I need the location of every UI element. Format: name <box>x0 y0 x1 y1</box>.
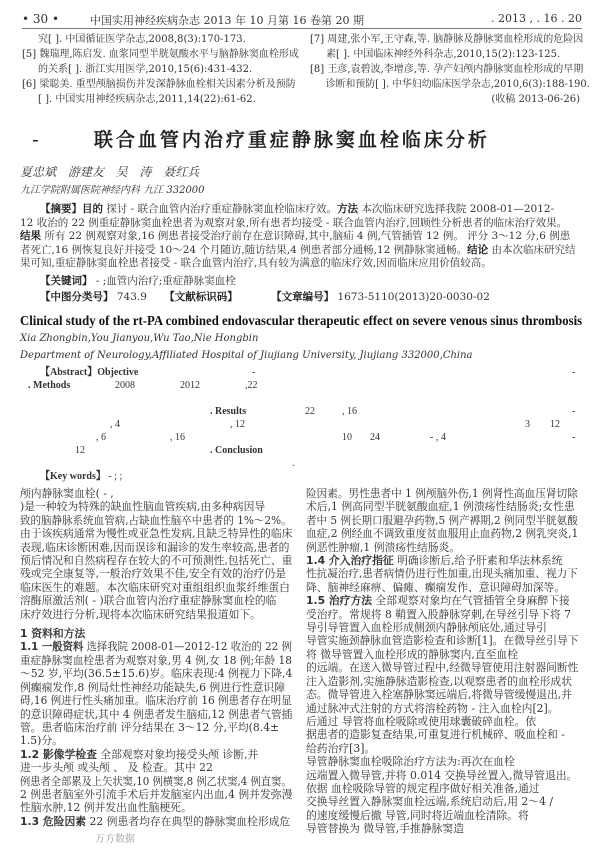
body-line <box>306 648 578 661</box>
body-text: 表现,临床诊断困难,因而误诊和漏诊的发生率较高,患者的 <box>20 540 290 554</box>
abstract-fragment: - , 4 <box>430 432 446 443</box>
body-line <box>20 500 292 513</box>
body-text: 例患者全部累及上矢状窦,10 例横窦,8 例乙状窦,4 例直窦。 <box>20 774 292 788</box>
reference-line: [ ]. 中国实用神经疾病杂志,2011,14(22):61-62. <box>38 94 256 105</box>
methods-label: . Methods <box>28 380 71 391</box>
body-text: )是一种较为特殊的缺血性脑血管疾病,由多种病因导 <box>20 500 266 514</box>
english-keywords-label: 【Key words】 <box>40 471 106 482</box>
abstract-text: 探讨 - 联合血管内治疗重症静脉窦血栓临床疗效。 <box>103 203 338 215</box>
body-text: 全部观察对象均接受头颅 诊断,并 <box>96 747 259 761</box>
body-line <box>306 715 578 728</box>
abstract-fragment: , 6 <box>96 432 106 443</box>
body-text: 险因素。男性患者中 1 例颅脑外伤,1 例肾性高血压肾切除 <box>306 487 578 500</box>
body-text: 性抗凝治疗,患者病情仍进行性加重,出现头痛加重、视力下 <box>306 567 578 581</box>
body-line <box>306 594 578 607</box>
received-date: (收稿 2013-06-26) <box>491 94 580 105</box>
classification-line <box>40 291 580 304</box>
body-line <box>306 755 578 768</box>
body-text: 颅内静脉窦血栓( - , <box>20 487 114 500</box>
abstract-fragment: 24 <box>370 432 380 443</box>
body-column-left <box>20 487 292 828</box>
body-text: 依据 血栓吸除导管的规定程序做好相关准备,通过 <box>306 781 540 795</box>
abstract-fragment: 10 <box>342 432 352 443</box>
reference-line: 素[ ]. 中国临床神经外科杂志,2010,15(2):123-125. <box>326 49 561 60</box>
body-text: 导管替换为 微导管,手推静脉窦造 <box>306 822 465 836</box>
body-line <box>20 487 292 500</box>
body-line <box>20 721 292 734</box>
body-line <box>306 822 578 835</box>
body-line <box>306 634 579 648</box>
abstract-fragment: 3 <box>525 419 530 430</box>
article-id-value: 1673-5110(2013)20-0030-02 <box>337 291 490 303</box>
body-text: 全部观察对象均在气管插管全身麻醉下接 <box>372 594 570 608</box>
body-text: 碍,16 例进行性头痛加重。临床治疗前 16 例患者存在明显 <box>20 694 292 708</box>
results-label: . Results <box>210 406 247 417</box>
abstract-fragment: - <box>252 367 256 378</box>
body-text: 术后,1 例高同型半胱氨酸血症,1 例溃疡性结肠炎;女性患 <box>306 500 575 514</box>
abstract-fragment: ,22 <box>245 380 258 391</box>
abstract-line <box>20 244 582 258</box>
body-line <box>20 627 292 640</box>
body-text: 后通过 导管将血栓吸除或使用球囊破碎血栓。依 <box>306 714 537 728</box>
body-text: 导引导管置入血栓形成侧颈内静脉颅底处,通过导引 <box>306 621 547 635</box>
body-text: 致的脑静脉系统血管病,占缺血性脑卒中患者的 1%～2%。 <box>20 513 292 527</box>
reference-line: [7] 周建,张小军,王守森,等. 脑静脉及静脉窦血栓形成的危险因 <box>310 34 584 45</box>
journal-issue-en: . 2013 , . 16 . 20 <box>491 12 582 25</box>
body-text: 导管实施颈静脉血管造影检查和诊断[1]。在微导丝引导下 <box>306 634 579 648</box>
abstract-line <box>20 257 582 271</box>
body-line <box>20 594 292 607</box>
body-line <box>20 815 292 828</box>
body-text: 导管静脉窦血栓吸除治疗方法为:再次在血栓 <box>306 755 515 769</box>
abstract-section-label: 结果 <box>20 230 41 242</box>
body-line <box>306 541 578 554</box>
running-header <box>22 10 582 29</box>
body-line <box>20 527 291 540</box>
clc-value: 743.9 <box>116 291 147 303</box>
body-line <box>20 681 292 694</box>
body-line <box>20 513 292 527</box>
reference-line: 究[ ]. 中国循证医学杂志,2008,8(3):170-173. <box>38 34 246 45</box>
abstract-text: 者死亡,16 例恢复良好并接受 10～24 个月随访,随访结果,4 例患者部分通畅,12 例静脉窦通畅。 <box>20 243 468 256</box>
abstract-fragment: , 16 <box>342 406 357 417</box>
english-abstract <box>20 366 580 483</box>
abstract-fragment: 2012 <box>180 380 200 391</box>
title-prefix: - <box>32 129 42 151</box>
body-line <box>306 527 579 541</box>
body-line <box>306 608 578 621</box>
body-text: 溶酶原激活剂( - )联合血管内治疗重症静脉窦血栓的临 <box>20 594 277 608</box>
abstract-text: 所有 22 例观察对象,16 例患者接受治疗前存在意识障碍,其中,脑疝 4 例,气管插管 12 例。 评分 3～12 分,6 例患 <box>41 230 571 242</box>
body-text: 管。患者临床治疗前 评分结果在 3～12 分,平均(8.4± <box>20 720 280 734</box>
abstract-fragment: 2008 <box>115 380 135 391</box>
body-line <box>306 782 578 795</box>
body-text: 受治疗。常规将 8 鞘置入股静脉穿刺,在导丝引导下将 7 <box>306 607 571 621</box>
body-line <box>20 748 292 761</box>
body-text: 明确诊断后,给予肝素和华法林系统 <box>393 554 563 568</box>
body-line <box>20 788 292 801</box>
abstract-text: 果可知,重症静脉窦血栓患者接受 - 联合血管内治疗,具有较为满意的临床疗效,因而临床应用价值较高。 <box>20 257 492 269</box>
body-line <box>20 554 291 567</box>
body-line <box>20 608 292 621</box>
body-text: 由于该疾病通常为慢性或亚急性发病,且缺乏特异性的临床 <box>20 527 293 541</box>
abstract-text: 由本次临床研究结 <box>488 243 576 256</box>
body-line <box>306 567 578 581</box>
body-text: 交换导丝置入静脉窦血栓远端,系统启动后,用 2～4 / <box>306 795 554 809</box>
english-keywords-value: - ; ; <box>108 471 123 482</box>
body-line <box>20 667 292 680</box>
body-line <box>306 702 578 715</box>
body-text: 血症,2 例经血不调致重度贫血服用止血药物,2 例乳突炎,1 <box>306 527 579 541</box>
body-text: 通过脉冲式注射的方式将溶栓药物 - 注入血栓内[2]。 <box>306 701 559 715</box>
abstract-fragment: . <box>292 458 295 469</box>
keywords-label: 【关键词】 <box>40 275 93 287</box>
body-line <box>20 653 292 667</box>
body-line <box>306 513 578 527</box>
body-line <box>20 774 292 788</box>
doc-code-label: 【文献标识码】 <box>164 291 238 303</box>
body-text: 性脑水肿,12 例并发出血性脑梗死。 <box>20 801 192 815</box>
references-left <box>22 32 304 107</box>
body-text: 态。微导管进入栓塞静脉窦远端后,将微导管缓慢退出,并 <box>306 688 572 702</box>
abstract-section-label: 目的 <box>82 203 103 215</box>
body-column-right <box>306 487 578 836</box>
body-text: 进一步头颅 或头颅 、 及 检查。其中 22 <box>20 761 213 775</box>
body-line <box>306 554 578 567</box>
body-text: 的速度缓慢后撤 导管,同时将近端血栓清除。将 <box>306 808 529 822</box>
body-line <box>306 795 578 808</box>
section-heading: 1.4 介入治疗指征 <box>306 554 394 568</box>
body-text: 重症静脉窦血栓患者为观察对象,男 4 例,女 18 例;年龄 18 <box>20 653 292 667</box>
abstract-fragment: 12 <box>75 445 85 456</box>
abstract-fragment: - <box>572 432 576 443</box>
body-line <box>20 761 292 774</box>
reference-line: [8] 王彦,袁碧波,李增彦,等. 孕产妇颅内静脉窦血栓形成的早期 <box>310 64 584 75</box>
section-heading: 1 资料和方法 <box>20 627 86 641</box>
abstract-label: 【摘要】 <box>40 203 82 215</box>
body-text: 的远端。在送入微导管过程中,经微导管使用注射器间断性 <box>306 661 579 675</box>
body-text: ～52 岁,平均(36.5±15.6)岁。临床表现:4 例视力下降,4 <box>20 667 293 681</box>
abstract-line <box>20 203 582 217</box>
body-text: 残或完全康复等,一般治疗效果不佳,安全有效的治疗仍是 <box>20 567 286 581</box>
body-text: 注入造影剂,实施静脉造影检查,以观察患者的血栓形成状 <box>306 674 572 688</box>
abstract-fragment: , 12 <box>230 419 245 430</box>
reference-line: [5] 魏瑞理,陈启发. 血浆同型半胱氨酸水平与脑静脉窦血栓形成 <box>22 49 299 60</box>
clc-label: 【中图分类号】 <box>40 291 114 303</box>
body-line <box>20 801 292 814</box>
reference-line: 诊断和预防[ ]. 中华妇幼临床医学杂志,2010,6(3):188-190. <box>325 79 590 90</box>
body-text: 的意识障碍症状,其中 4 例患者发生脑疝,12 例患者气管插 <box>20 707 293 721</box>
conclusion-label: . Conclusion <box>210 445 263 456</box>
body-line <box>306 742 578 755</box>
body-line <box>20 694 292 708</box>
body-text: 1.5)分。 <box>20 734 63 748</box>
body-text: 降、脑神经麻痹、偏瘫、癫痫发作、意识障碍加深等。 <box>306 580 566 594</box>
body-text: 例癫痫发作,8 例局灶性神经功能缺失,6 例进行性意识障 <box>20 680 285 694</box>
abstract-fragment: , 4 <box>110 419 120 430</box>
body-text: 据患者的造影复查结果,可重复进行机械碎、吸血栓和 - <box>306 728 565 742</box>
body-line <box>306 769 578 782</box>
body-line <box>20 640 292 654</box>
keywords-value: - ;血管内治疗;重症静脉窦血栓 <box>92 275 236 287</box>
body-text: 临床医生的难题。本次临床研究对重组组织血浆纤维蛋白 <box>20 580 290 594</box>
body-text: 远端置入微导管,并将 0.014 交换导丝置入,微导管退出。 <box>306 768 578 782</box>
body-line <box>20 567 292 580</box>
body-text: 将 微导管置入血栓形成的静脉窦内,直至血栓 <box>306 647 519 661</box>
body-line <box>20 734 292 747</box>
body-line <box>306 675 578 688</box>
reference-line: [6] 梁聪美. 重型颅脑损伤并发深静脉血栓相关因素分析及预防 <box>22 79 296 90</box>
body-line <box>20 707 293 721</box>
reference-line: 的关系[ ]. 浙江实用医学,2010,15(6):431-432. <box>38 64 253 75</box>
section-heading: 1.1 一般资料 <box>20 640 84 654</box>
journal-name: 中国实用神经疾病杂志 2013 年 10 月第 16 卷第 20 期 <box>90 14 364 27</box>
body-line <box>306 661 577 674</box>
body-line <box>306 809 578 822</box>
abstract-text: 本次临床研究选择我院 2008-01—2012- <box>358 203 555 215</box>
body-line <box>306 487 578 500</box>
english-title: Clinical study of the rt-PA combined endovascular therapeutic effect on severe venous sinus thrombosis <box>20 313 583 328</box>
affiliation: 九江学院附属医院神经内科 九江 332000 <box>20 185 205 196</box>
section-heading: 1.5 治疗方法 <box>306 594 373 608</box>
body-text: 预后情况和自然病程存在较大的不可预测性,包括死亡、重 <box>20 554 293 568</box>
section-heading: 1.3 危险因素 <box>20 814 87 828</box>
body-text: 者中 5 例长期口服避孕药物,5 例产褥期,2 例同型半胱氨酸 <box>306 513 578 527</box>
body-text: 床疗效进行分析,现将本次临床研究结果报道如下。 <box>20 607 261 621</box>
abstract-fragment: 22 <box>305 406 315 417</box>
body-line <box>306 688 578 701</box>
title-text: 联合血管内治疗重症静脉窦血栓临床分析 <box>93 129 490 151</box>
abstract-section-label: 方法 <box>337 203 359 215</box>
body-text: 给药治疗[3]。 <box>306 741 376 755</box>
abstract-fragment: - <box>572 406 576 417</box>
body-line <box>306 728 578 741</box>
abstract-fragment: , 16 <box>170 432 185 443</box>
article-title <box>32 125 490 152</box>
references-right <box>310 32 590 107</box>
body-line <box>306 581 578 594</box>
keywords-chinese <box>40 275 580 288</box>
authors: 夏忠斌 游建友 吴 涛 聂红兵 <box>20 165 200 179</box>
abstract-section-label: 结论 <box>467 243 489 256</box>
abstract-label: 【Abstract】 <box>40 367 98 378</box>
objective-label: Objective <box>97 367 139 378</box>
abstract-line <box>20 230 582 244</box>
body-text: 2 例患者脑室外引流手术后并发脑室内出血,4 例并发弥漫 <box>20 787 293 801</box>
abstract-line <box>20 217 582 231</box>
abstract-fragment: 12 <box>550 419 560 430</box>
page-number: • 30 • <box>22 12 60 26</box>
body-text: 选择我院 2008-01—2012-12 收治的 22 例 <box>83 640 292 654</box>
section-heading: 1.2 影像学检查 <box>20 747 97 761</box>
body-line <box>306 500 578 513</box>
english-department: Department of Neurology,Affiliated Hospital of Jiujiang University, Jiujiang 332000,China <box>20 350 473 361</box>
body-line <box>20 541 292 554</box>
watermark: 万方数据 <box>95 834 135 845</box>
article-id-label: 【文章编号】 <box>271 291 335 303</box>
body-line <box>20 581 292 594</box>
abstract-chinese <box>20 203 582 271</box>
abstract-fragment: - <box>572 367 576 378</box>
english-authors: Xia Zhongbin,You Jianyou,Wu Tao,Nie Hongbin <box>20 333 259 344</box>
body-text: 22 例患者均存在典型的静脉窦血栓形成危 <box>86 814 291 828</box>
abstract-text: 12 收治的 22 例重症静脉窦血栓患者为观察对象,所有患者均接受 - 联合血管内治疗,回顾性分析患者的临床治疗效果。 <box>20 216 568 229</box>
body-text: 例恶性肿瘤,1 例溃疡性结肠炎。 <box>306 540 461 554</box>
body-line <box>306 621 578 634</box>
